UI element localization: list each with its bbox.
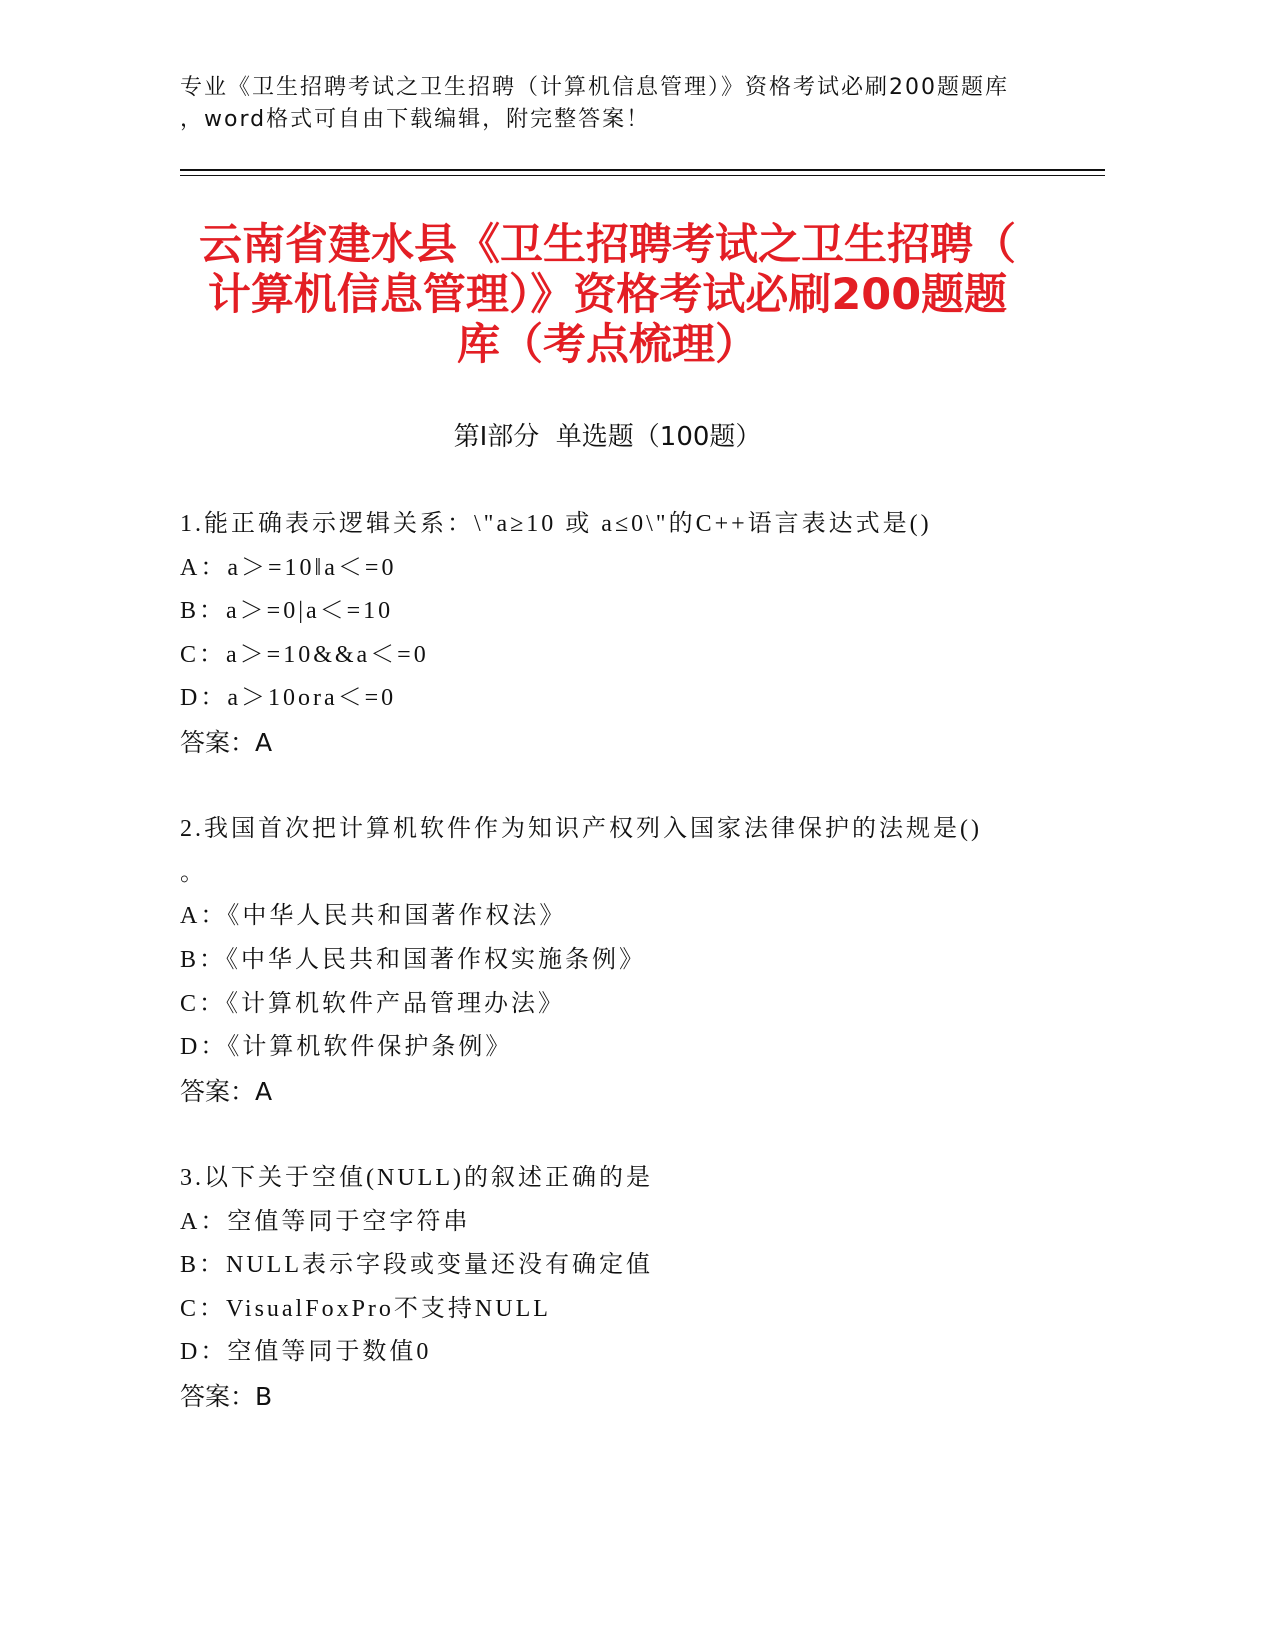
answer-label: 答案： (180, 727, 256, 757)
answer-line (180, 721, 1080, 765)
option-d: D：a＞10ora＜=0 (180, 685, 397, 712)
question-stem: 1.能正确表示逻辑关系：\"a≥10 或 a≤0\"的C++语言表达式是() (180, 511, 932, 537)
header-note: 专业《卫生招聘考试之卫生招聘（计算机信息管理）》资格考试必刷200题题库，word格式可自由下载编辑，附完整答案！ (180, 75, 1009, 132)
option-a: A：《中华人民共和国著作权法》 (180, 903, 567, 930)
answer-label: 答案： (180, 1381, 256, 1411)
question-stem: 3.以下关于空值(NULL)的叙述正确的是 (180, 1164, 653, 1191)
option-b: B：a＞=0|a＜=10 (180, 598, 394, 625)
section-heading: 第I部分 单选题（100题） (453, 422, 762, 452)
option-b: B：《中华人民共和国著作权实施条例》 (180, 946, 647, 973)
option-d: D：《计算机软件保护条例》 (180, 1034, 513, 1061)
option-d: D：空值等同于数值0 (180, 1339, 432, 1366)
document-title: 云南省建水县《卫生招聘考试之卫生招聘（计算机信息管理）》资格考试必刷200题题库（考点梳理） (199, 220, 1016, 370)
option-a: A：空值等同于空字符串 (180, 1208, 471, 1235)
option-b: B：NULL表示字段或变量还没有确定值 (180, 1252, 653, 1279)
answer-line (180, 1375, 1080, 1419)
answer-value: A (255, 727, 273, 757)
answer-value: A (255, 1076, 273, 1106)
question-2 (180, 808, 1080, 1113)
option-a: A：a＞=10‖a＜=0 (180, 554, 397, 581)
option-c: C：a＞=10&&a＜=0 (180, 641, 429, 668)
answer-line (180, 1070, 1080, 1114)
question-stem: 2.我国首次把计算机软件作为知识产权列入国家法律保护的法规是()。 (180, 816, 982, 886)
answer-label: 答案： (180, 1076, 256, 1106)
header-divider (180, 169, 1105, 176)
option-c: C：VisualFoxPro不支持NULL (180, 1295, 551, 1322)
option-c: C：《计算机软件产品管理办法》 (180, 990, 566, 1017)
question-3 (180, 1157, 1080, 1419)
question-1 (180, 503, 1080, 765)
question-list (180, 503, 1080, 1462)
answer-value: B (255, 1381, 273, 1411)
